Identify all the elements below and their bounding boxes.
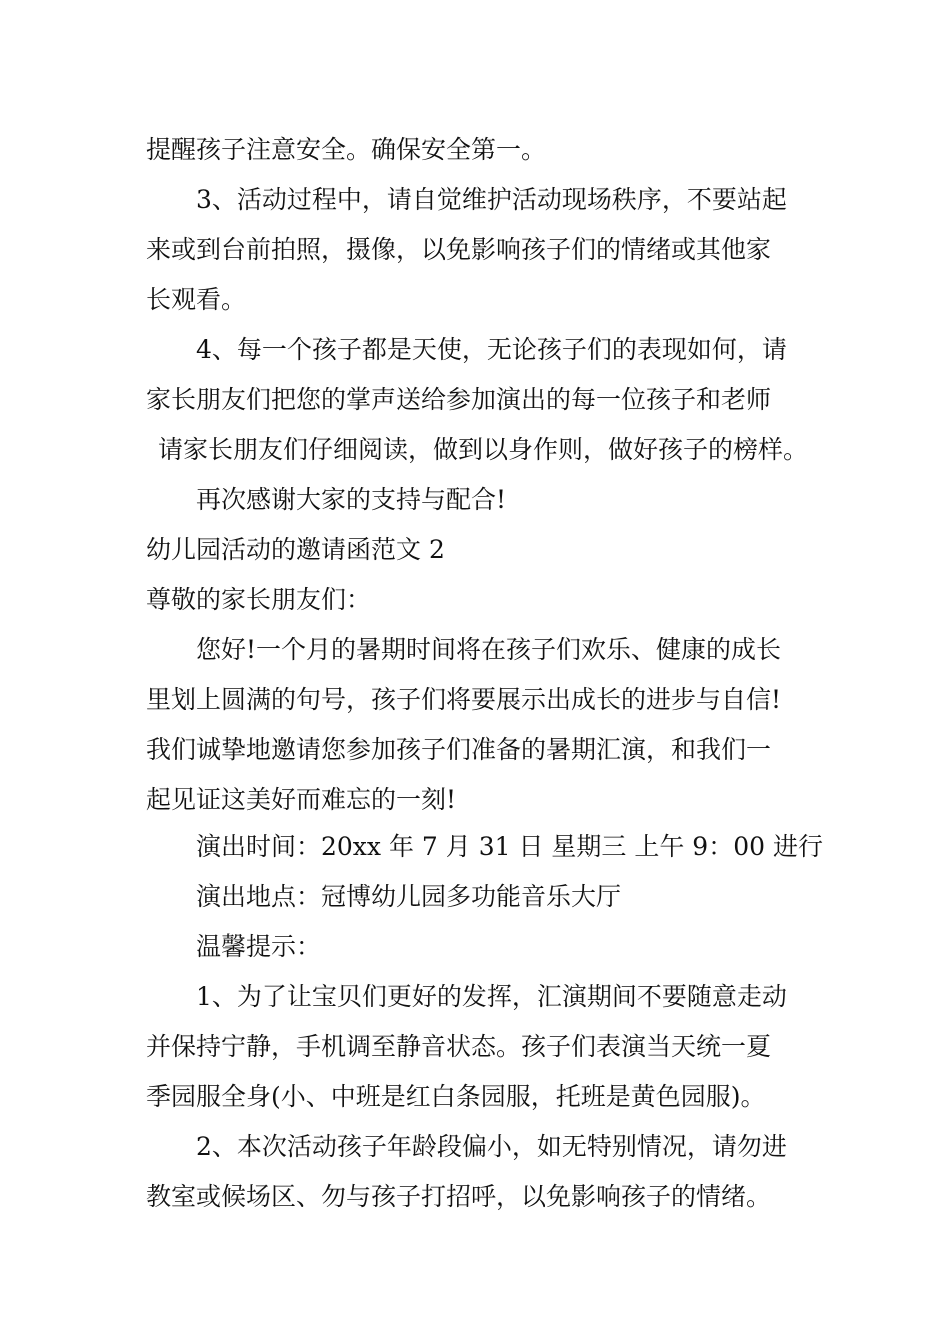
event-time: 演出时间：20xx 年 7 月 31 日 星期三 上午 9：00 进行 [196,832,823,861]
event-location: 演出地点：冠博幼儿园多功能音乐大厅 [196,882,622,911]
paragraph-line: 教室或候场区、勿与孩子打招呼，以免影响孩子的情绪。 [146,1182,772,1211]
paragraph-line: 季园服全身(小、中班是红白条园服，托班是黄色园服)。 [146,1082,766,1111]
salutation: 尊敬的家长朋友们： [146,585,372,614]
paragraph-line: 2、本次活动孩子年龄段偏小，如无特别情况，请勿进 [196,1132,787,1161]
paragraph-line: 请家长朋友们仔细阅读，做到以身作则，做好孩子的榜样。 [158,435,809,464]
paragraph-line: 1、为了让宝贝们更好的发挥，汇演期间不要随意走动 [196,982,787,1011]
paragraph-line: 提醒孩子注意安全。确保安全第一。 [146,135,547,164]
section-heading: 幼儿园活动的邀请函范文 2 [146,535,445,564]
paragraph-line: 并保持宁静，手机调至静音状态。孩子们表演当天统一夏 [146,1032,772,1061]
paragraph-line: 4、每一个孩子都是天使，无论孩子们的表现如何，请 [196,335,787,364]
paragraph-line: 长观看。 [146,285,247,314]
paragraph-line: 家长朋友们把您的掌声送给参加演出的每一位孩子和老师 [146,385,772,414]
paragraph-line: 您好!一个月的暑期时间将在孩子们欢乐、健康的成长 [196,635,782,664]
tips-heading: 温馨提示： [196,932,322,961]
paragraph-line: 里划上圆满的句号，孩子们将要展示出成长的进步与自信! [146,685,782,714]
paragraph-line: 我们诚挚地邀请您参加孩子们准备的暑期汇演，和我们一 [146,735,772,764]
paragraph-line: 来或到台前拍照，摄像，以免影响孩子们的情绪或其他家 [146,235,772,264]
paragraph-line: 再次感谢大家的支持与配合! [196,485,507,514]
paragraph-line: 3、活动过程中，请自觉维护活动现场秩序，不要站起 [196,185,787,214]
paragraph-line: 起见证这美好而难忘的一刻! [146,785,457,814]
